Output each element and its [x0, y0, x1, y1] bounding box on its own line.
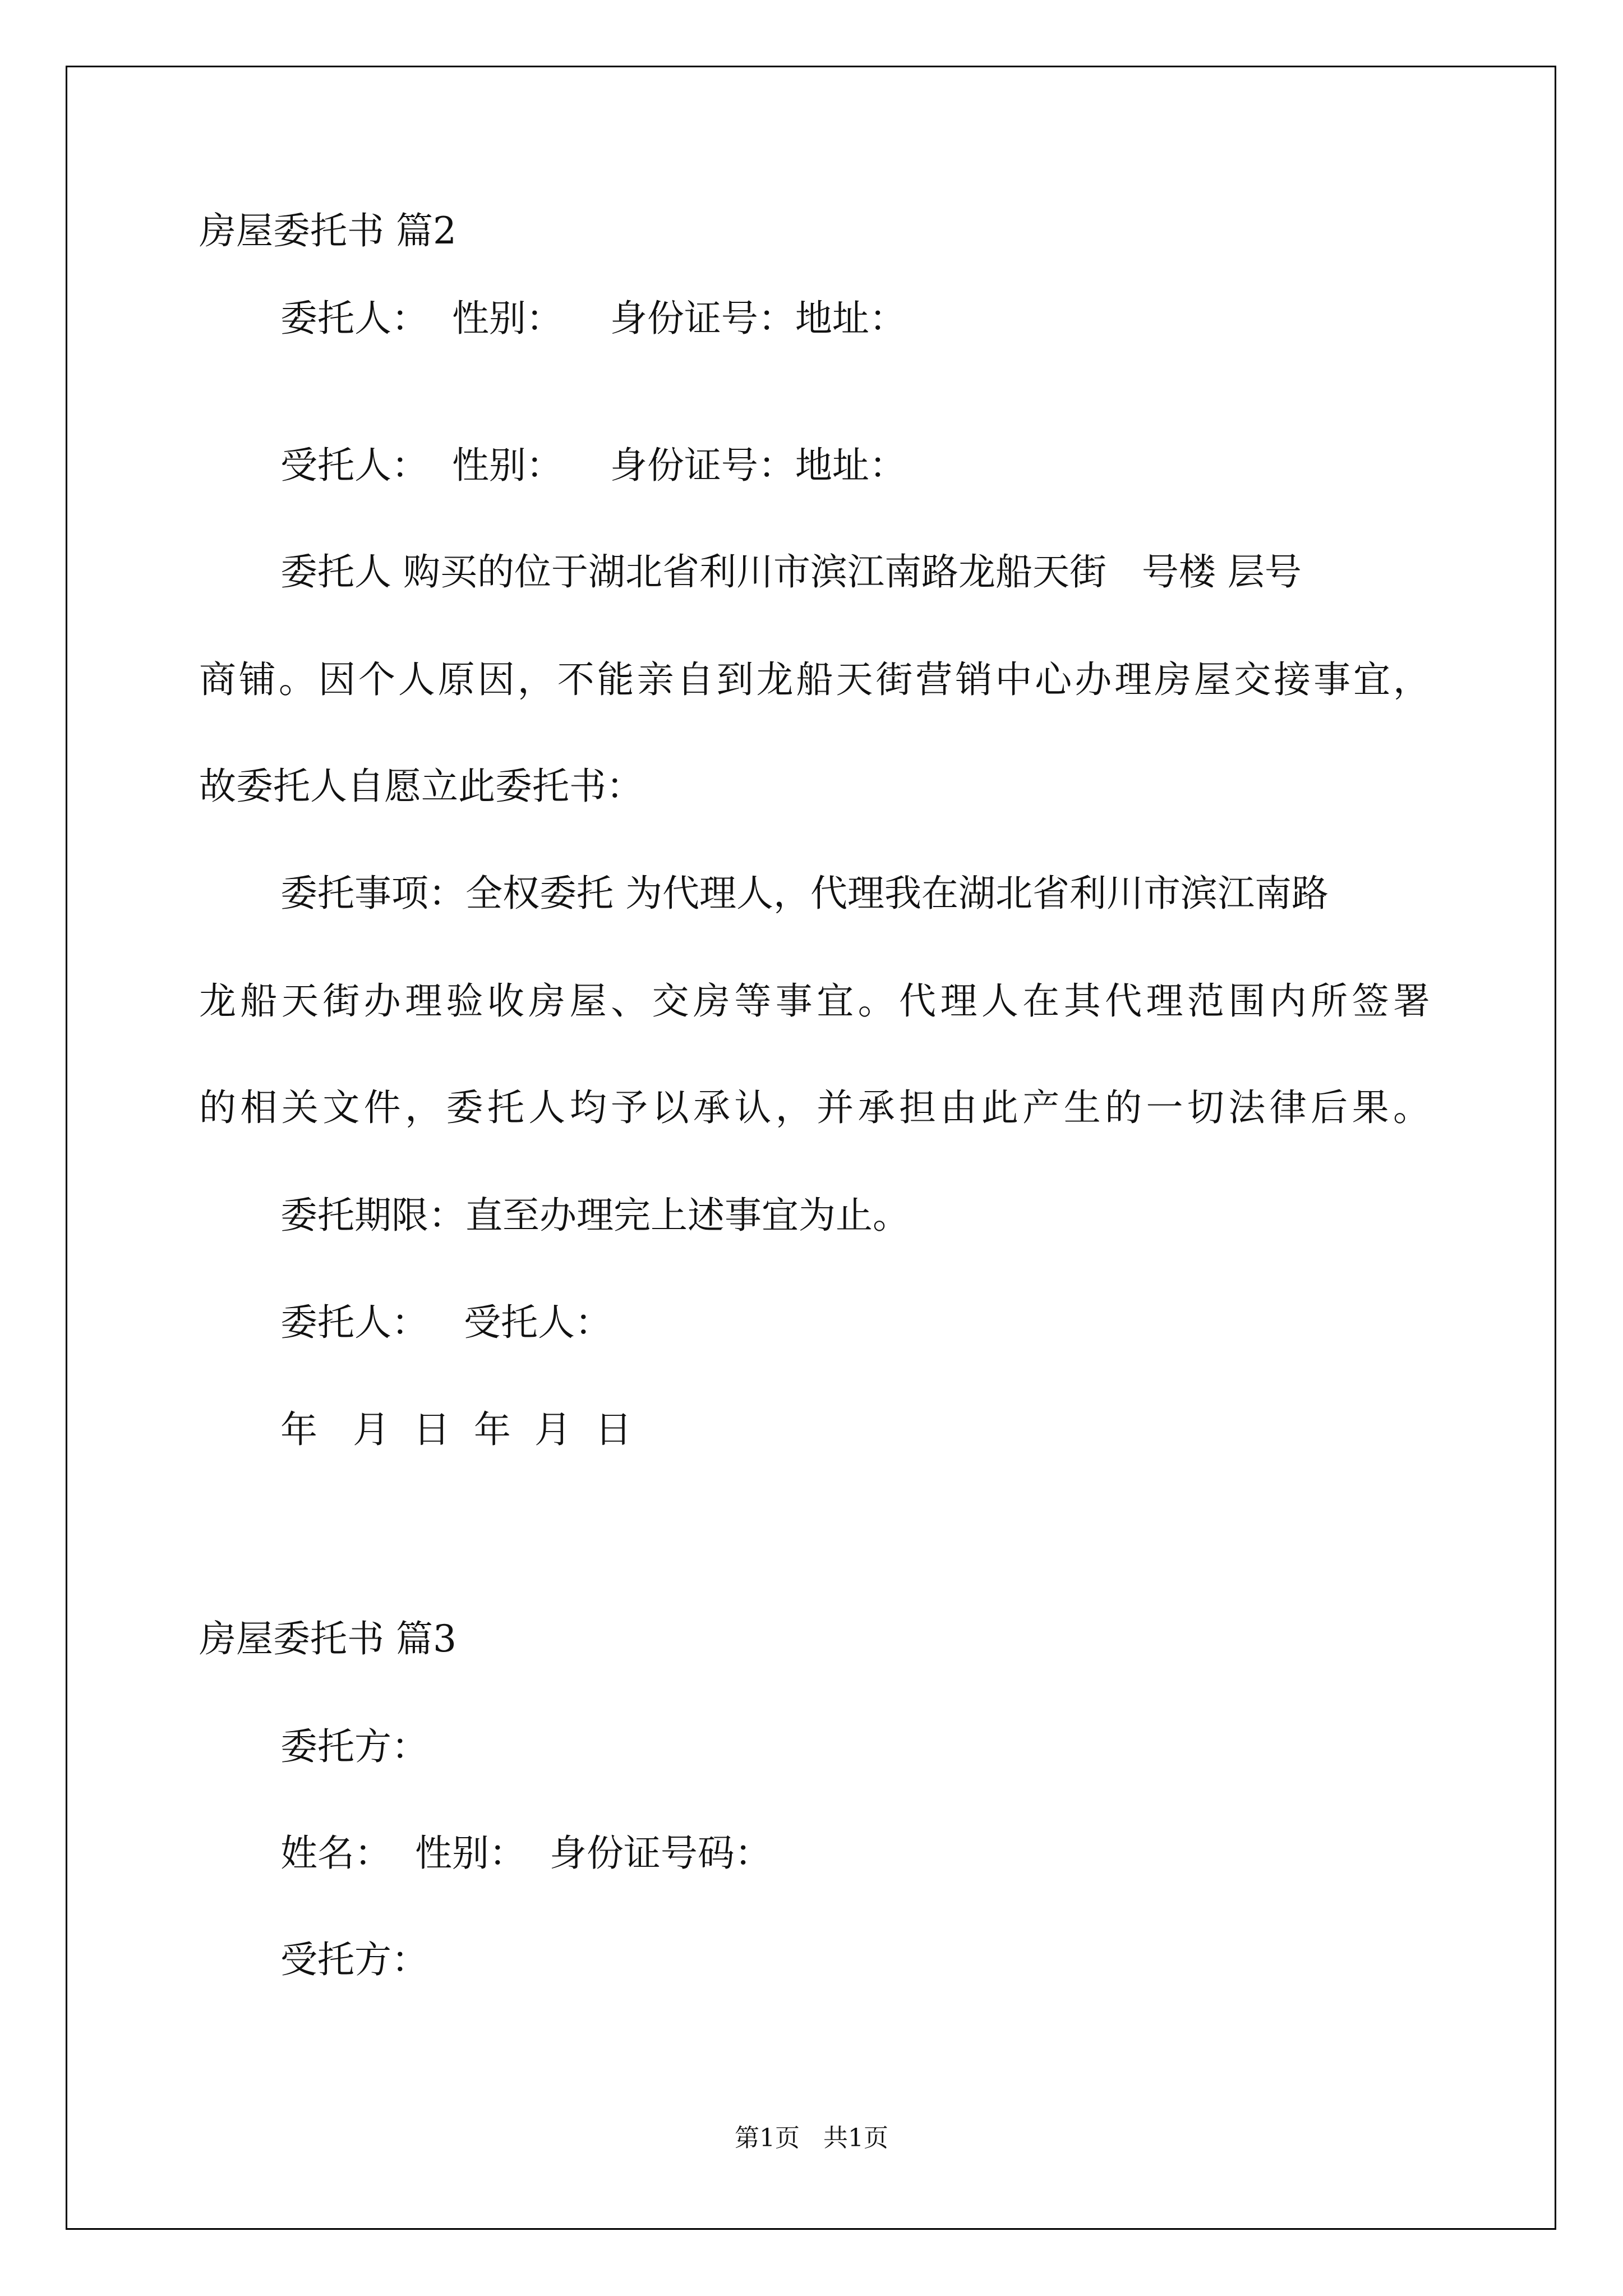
paragraph-line: 委托期限：直至办理完上述事宜为止。 [280, 1194, 910, 1237]
section-heading: 房屋委托书 篇2 [199, 209, 457, 252]
paragraph-line: 故委托人自愿立此委托书： [199, 765, 643, 808]
paragraph-line: 委托方： [280, 1725, 428, 1768]
signature-line: 委托人： 受托人： [280, 1301, 612, 1344]
section-heading: 房屋委托书 篇3 [199, 1617, 457, 1660]
paragraph-line: 委托人： 性别： 身份证号：地址： [280, 297, 906, 340]
paragraph-line: 龙船天街办理验收房屋、交房等事宜。代理人在其代理范围内所签署 [199, 979, 1430, 1023]
paragraph-line: 委托人 购买的位于湖北省利川市滨江南路龙船天街 号楼 层号 [280, 550, 1302, 593]
paragraph-line: 的相关文件，委托人均予以承认，并承担由此产生的一切法律后果。 [199, 1086, 1430, 1129]
paragraph-line: 受托方： [280, 1938, 428, 1981]
paragraph-line: 姓名： 性别： 身份证号码： [280, 1832, 772, 1875]
paragraph-line: 受托人： 性别： 身份证号：地址： [280, 444, 906, 487]
paragraph-line: 商铺。因个人原因，不能亲自到龙船天街营销中心办理房屋交接事宜， [199, 658, 1430, 701]
page-border [66, 66, 1556, 2230]
page-number: 第1页 共1页 [735, 2124, 888, 2152]
paragraph-line: 委托事项：全权委托 为代理人，代理我在湖北省利川市滨江南路 [280, 872, 1329, 915]
date-line: 年 月 日 年 月 日 [280, 1408, 632, 1451]
